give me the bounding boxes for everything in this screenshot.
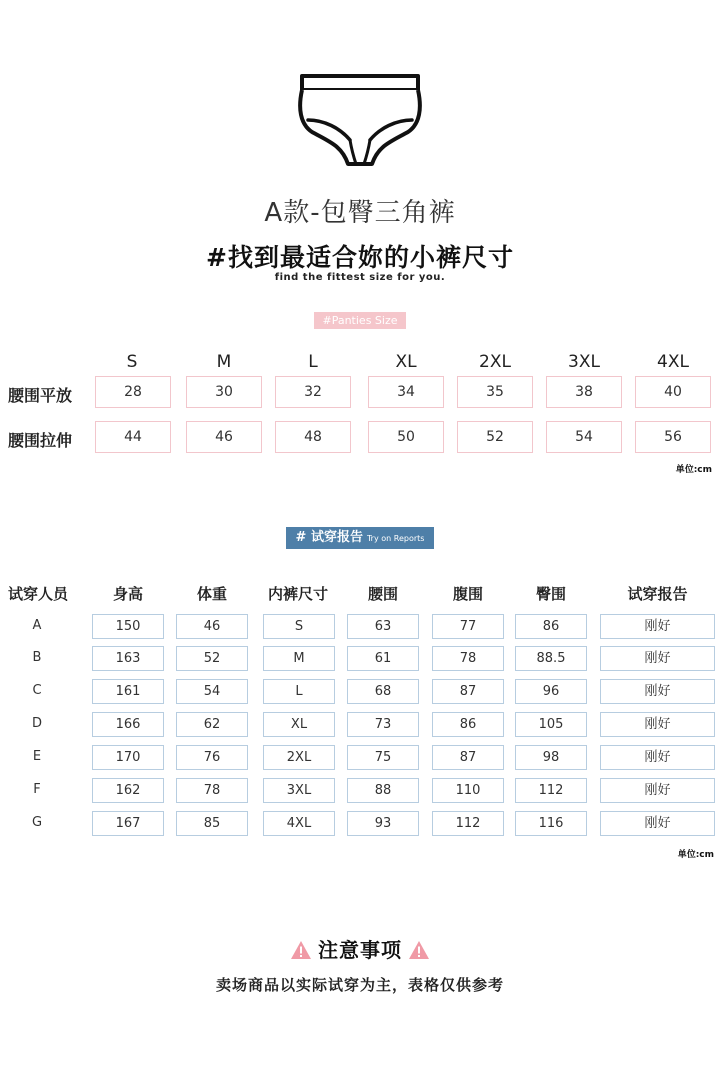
waist-stretch-cell: 44	[95, 421, 171, 453]
tryon-cell-report: 刚好	[600, 778, 715, 803]
tryon-header-person: 试穿人员	[7, 585, 68, 603]
tryon-header-weight: 体重	[196, 585, 227, 603]
tryon-cell-height: 163	[92, 646, 164, 671]
warning-icon	[408, 940, 430, 960]
waist-stretch-cell: 50	[368, 421, 444, 453]
warning-icon	[290, 940, 312, 960]
size-header-l: L	[308, 352, 318, 372]
tryon-cell-height: 170	[92, 745, 164, 770]
tryon-cell-abdomen: 112	[432, 811, 504, 836]
size-header-2xl: 2XL	[479, 352, 511, 372]
waist-flat-cell: 30	[186, 376, 262, 408]
tryon-cell-report: 刚好	[600, 614, 715, 639]
tryon-cell-height: 166	[92, 712, 164, 737]
product-title: A款-包臀三角裤	[264, 198, 456, 228]
tryon-cell-weight: 85	[176, 811, 248, 836]
page-heading: #找到最适合妳的小裤尺寸	[206, 243, 514, 272]
tryon-cell-abdomen: 87	[432, 745, 504, 770]
tryon-person: G	[31, 815, 43, 830]
tryon-cell-weight: 46	[176, 614, 248, 639]
size-header-4xl: 4XL	[657, 352, 689, 372]
size-header-xl: XL	[395, 352, 417, 372]
panties-size-tag	[0, 309, 720, 329]
tryon-cell-size: S	[263, 614, 335, 639]
tryon-tag-main: # 试穿报告	[295, 530, 363, 545]
tryon-cell-report: 刚好	[600, 811, 715, 836]
tryon-cell-hip: 112	[515, 778, 587, 803]
waist-stretch-cell: 48	[275, 421, 351, 453]
tryon-cell-size: M	[263, 646, 335, 671]
tryon-person: F	[33, 782, 41, 797]
tryon-cell-weight: 62	[176, 712, 248, 737]
row-label-waist-stretch: 腰围拉伸	[8, 431, 73, 450]
tryon-cell-report: 刚好	[600, 712, 715, 737]
subtitle: find the fittest size for you.	[274, 272, 446, 283]
tryon-header-size: 内裤尺寸	[267, 585, 328, 603]
tryon-header-hip: 臀围	[535, 585, 566, 603]
size-header-3xl: 3XL	[568, 352, 600, 372]
waist-flat-cell: 40	[635, 376, 711, 408]
tryon-cell-hip: 116	[515, 811, 587, 836]
waist-flat-cell: 38	[546, 376, 622, 408]
tryon-person: B	[32, 650, 42, 665]
tryon-cell-waist: 73	[347, 712, 419, 737]
panties-size-tag-label: #Panties Size	[314, 312, 405, 329]
tryon-unit-label: 单位:cm	[677, 850, 714, 860]
size-header-s: S	[126, 352, 138, 372]
waist-stretch-cell: 52	[457, 421, 533, 453]
tryon-cell-abdomen: 77	[432, 614, 504, 639]
tryon-header-waist: 腰围	[367, 585, 398, 603]
tryon-cell-waist: 75	[347, 745, 419, 770]
waist-stretch-cell: 46	[186, 421, 262, 453]
tryon-header-abdomen: 腹围	[452, 585, 483, 603]
waist-flat-cell: 32	[275, 376, 351, 408]
tryon-person: D	[31, 716, 42, 731]
notice-title-row	[0, 934, 720, 963]
row-label-waist-flat: 腰围平放	[8, 386, 73, 405]
tryon-cell-report: 刚好	[600, 679, 715, 704]
waist-stretch-cell: 56	[635, 421, 711, 453]
size-header-m: M	[216, 352, 232, 372]
waist-flat-cell: 35	[457, 376, 533, 408]
notice-title: 注意事项	[318, 938, 402, 962]
size-unit-label: 单位:cm	[675, 465, 712, 475]
tryon-cell-hip: 88.5	[515, 646, 587, 671]
tryon-cell-height: 167	[92, 811, 164, 836]
tryon-cell-hip: 96	[515, 679, 587, 704]
tryon-cell-size: 4XL	[263, 811, 335, 836]
tryon-report-tag-label	[286, 527, 435, 549]
tryon-cell-weight: 52	[176, 646, 248, 671]
tryon-cell-waist: 61	[347, 646, 419, 671]
tryon-person: C	[32, 683, 42, 698]
tryon-cell-report: 刚好	[600, 646, 715, 671]
tryon-cell-waist: 63	[347, 614, 419, 639]
tryon-cell-waist: 88	[347, 778, 419, 803]
tryon-cell-hip: 98	[515, 745, 587, 770]
tryon-cell-height: 150	[92, 614, 164, 639]
tryon-cell-abdomen: 110	[432, 778, 504, 803]
panties-icon	[290, 68, 430, 170]
tryon-cell-weight: 76	[176, 745, 248, 770]
tryon-header-report: 试穿报告	[627, 585, 688, 603]
tryon-cell-abdomen: 78	[432, 646, 504, 671]
waist-flat-cell: 34	[368, 376, 444, 408]
tryon-person: A	[32, 618, 42, 633]
tryon-cell-report: 刚好	[600, 745, 715, 770]
tryon-person: E	[32, 749, 42, 764]
tryon-cell-abdomen: 86	[432, 712, 504, 737]
tryon-cell-weight: 78	[176, 778, 248, 803]
tryon-cell-abdomen: 87	[432, 679, 504, 704]
waist-flat-cell: 28	[95, 376, 171, 408]
tryon-cell-height: 162	[92, 778, 164, 803]
waist-stretch-cell: 54	[546, 421, 622, 453]
tryon-header-height: 身高	[112, 585, 143, 603]
tryon-cell-hip: 105	[515, 712, 587, 737]
tryon-report-tag	[0, 526, 720, 549]
notice-text: 卖场商品以实际试穿为主，表格仅供参考	[215, 976, 504, 994]
tryon-cell-height: 161	[92, 679, 164, 704]
tryon-cell-size: XL	[263, 712, 335, 737]
tryon-cell-size: 3XL	[263, 778, 335, 803]
tryon-cell-waist: 68	[347, 679, 419, 704]
tryon-cell-size: 2XL	[263, 745, 335, 770]
tryon-cell-hip: 86	[515, 614, 587, 639]
tryon-tag-sub: Try on Reports	[366, 534, 425, 543]
tryon-cell-weight: 54	[176, 679, 248, 704]
tryon-cell-size: L	[263, 679, 335, 704]
tryon-cell-waist: 93	[347, 811, 419, 836]
